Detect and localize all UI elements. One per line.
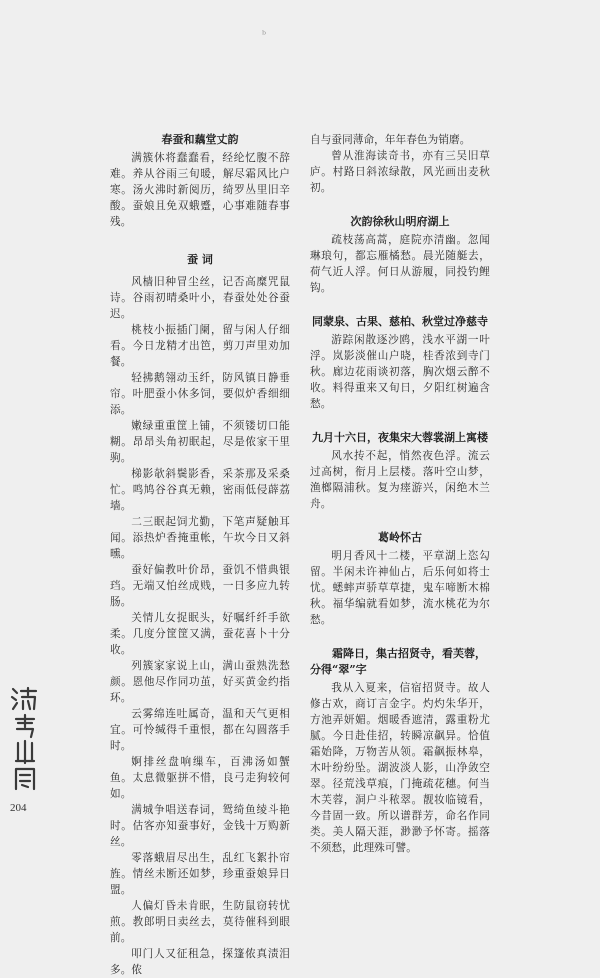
paragraph: 游踪闲散逐沙鸥，浅水平湖一叶浮。岚影淡催山户晓，桂香浓到寺门秋。廊边花雨谈初落，胸次烟云醉不收。料得重来又旬日，夕阳红树遍含愁。 [310,334,490,410]
paragraph: 嫩绿重重筐上铺，不须镂切口能糊。昂昂头角初眠起，尽是侬家干里驹。 [110,420,290,464]
paragraph: 婀排丝盘响缫车，百沸汤如蟹鱼。太息微躯拼不惜，良弓走狗较何如。 [110,756,290,800]
paragraph: 人偏灯昏未肯眠，生防鼠窃转忧煎。教郎明日卖丝去，莫待催科到眼前。 [110,900,290,944]
paragraph: 风樯旧种冒尘丝，记否高糜咒鼠诗。谷雨初晴桑叶小，春蚕处处谷蚕迟。 [110,276,290,320]
left-column [110,132,290,978]
paragraph: 明月香风十二楼，平章湖上恣勾留。半闲未许神仙占，后乐何如将士忧。蟋蟀声骄草草捷，鬼车啼断木棉秋。福华编就看如梦，流水桃花为尔愁。 [310,550,490,626]
paragraph: 桃枝小振插门阑，留与闲人仔细看。今日龙精才出笆，剪刀声里劝加餐。 [110,324,290,368]
section-title: 霜降日，集古招贤寺，看芙蓉，分得“翠”字 [310,647,486,676]
paragraph: 二三眠起饲尤勤，下笔声疑触耳闻。添热炉香掩重帐，午坎今日又斜曛。 [110,516,290,560]
page-number: 204 [10,802,27,814]
top-mark: ᵇ [262,30,266,41]
paragraph: 轻拂鹅翎动玉纤，防风镇日静垂帘。叶肥蚕小休多饲，要似炉香细细添。 [110,372,290,416]
paragraph: 梯影欹斜鬓影香，采茶那及采桑忙。鸣鸠谷谷真无赖，密雨低侵薜荔墙。 [110,468,290,512]
paragraph: 关情儿女捉眠头，好嘱纤纤手欲柔。几度分筐筐又满，蚕花喜卜十分收。 [110,612,290,656]
paragraph: 叩门人又征租急，探篷侬真渍泪多。侬 [110,948,290,976]
paragraph: 云雾绵连吐属奇，温和天气更相宜。可怜缄得千重恨，都在勾圆落手时。 [110,708,290,752]
section-title: 葛岭怀古 [378,531,422,544]
section-title: 九月十六日，夜集宋大蓉裳湖上寓楼 [312,431,488,444]
paragraph: 列簇家家说上山，满山蚕熟洗愁颜。恩他尽作同功茧，好买黄金约指环。 [110,660,290,704]
section-title: 蚕 词 [187,253,213,266]
paragraph: 曾从淮海读奇书，亦有三吴旧草庐。村路日斜浓绿散，风光画出麦秋初。 [310,150,490,194]
paragraph: 自与蚕同薄命，年年春色为销磨。 [310,134,471,146]
section-title: 同蒙泉、古果、慈柏、秋堂过净慈寺 [312,315,488,328]
paragraph: 满簇休将蠢蠢看，经纶忆腹不辞难。养从谷雨三旬暖，解尽霜风比户寒。汤火沸时新阅历，绮罗丛里旧辛酸。蚕娘且免双蛾蹙，心事难随春事残。 [110,152,290,228]
right-column [310,132,490,856]
calligraphy-logo [8,685,42,795]
paragraph: 蚕好偏教叶价昂，蚕饥不惜典银珰。无端又怕丝成贱，一日多应九转肠。 [110,564,290,608]
section-title: 次韵徐秋山明府湖上 [350,215,450,228]
paragraph: 风水抟不起，悄然夜色浮。流云过高树，衔月上层楼。落叶空山梦，渔榔隔浦秋。复为瘗游兴，闲绝木兰舟。 [310,450,490,510]
paragraph: 零落蛾眉尽出生，乱红飞絮扑帘旌。情丝未断还如梦，珍重蚕娘异日盟。 [110,852,290,896]
paragraph: 疏枝荡高蒿，庭院亦清幽。忽闻琳琅句，都忘雁橘愁。晨光随艇去，荷气近人浮。何日从游履，同投钓鲤钩。 [310,234,490,294]
paragraph: 满城争唱送春词，鸳绮鱼绫斗艳时。估客亦知蚕事好，金钱十万购新丝。 [110,804,290,848]
calligraphy-icon [8,685,42,795]
section-title: 春蚕和藕堂丈韵 [161,133,239,146]
paragraph: 我从入夏来，信宿招贤寺。故人修古欢，商订言金字。灼灼朱华开，方池弄妍媚。烟暖香遮清，露重粉尤腻。今日赴佳招，转瞬凉飙异。恰值霜始降，万物苦从领。霜飙振林皋，木叶纷纷坠。湖波淡人影，山净敛空翠。径荒浅草痕，门掩疏花穗。何当木芙蓉，洞户斗秾翠。靓妆临镜看，今昔固一致。所以谱群芳，命名作同类。美人隔天涯，渺渺予怀寄。摇落不须愁，此理殊可譬。 [310,682,490,854]
